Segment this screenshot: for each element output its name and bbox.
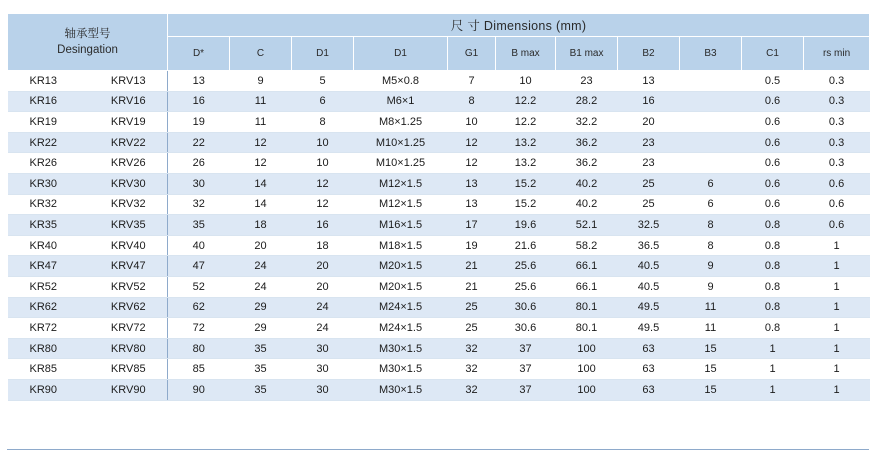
table-cell: 63 [618, 359, 680, 380]
table-cell: 40.2 [556, 173, 618, 194]
bearing-kr-model: KR26 [8, 153, 90, 174]
table-row [8, 153, 870, 174]
table-cell: 63 [618, 338, 680, 359]
table-cell: 15 [680, 338, 742, 359]
table-cell: 8 [292, 112, 354, 133]
table-cell: M30×1.5 [354, 338, 448, 359]
table-cell: 35 [168, 215, 230, 236]
table-cell: M12×1.5 [354, 173, 448, 194]
table-cell: 15.2 [496, 194, 556, 215]
table-cell: 12.2 [496, 91, 556, 112]
table-cell: 20 [292, 276, 354, 297]
table-cell: 11 [680, 318, 742, 339]
table-row [8, 276, 870, 297]
bearing-dimension-table [7, 13, 870, 401]
bearing-krv-model: KRV32 [90, 194, 168, 215]
table-cell: M24×1.5 [354, 297, 448, 318]
table-cell: 0.6 [742, 153, 804, 174]
table-cell: 8 [448, 91, 496, 112]
table-cell: 5 [292, 71, 354, 92]
bearing-kr-model: KR90 [8, 379, 90, 400]
bearing-kr-model: KR47 [8, 256, 90, 277]
table-cell: 0.6 [742, 194, 804, 215]
table-cell: 15 [680, 359, 742, 380]
column-header: B2 [618, 37, 680, 71]
table-cell: 16 [168, 91, 230, 112]
table-cell: 0.8 [742, 318, 804, 339]
table-cell: 6 [292, 91, 354, 112]
table-cell: 29 [230, 297, 292, 318]
table-row [8, 359, 870, 380]
table-cell: 0.5 [742, 71, 804, 92]
table-cell: M20×1.5 [354, 276, 448, 297]
table-cell: 7 [448, 71, 496, 92]
table-cell: 72 [168, 318, 230, 339]
bearing-kr-model: KR13 [8, 71, 90, 92]
bearing-krv-model: KRV47 [90, 256, 168, 277]
table-row [8, 379, 870, 400]
table-cell: M8×1.25 [354, 112, 448, 133]
bearing-krv-model: KRV19 [90, 112, 168, 133]
table-cell: 0.3 [804, 153, 870, 174]
bearing-krv-model: KRV30 [90, 173, 168, 194]
table-row [8, 318, 870, 339]
table-cell: 1 [804, 318, 870, 339]
table-cell: M6×1 [354, 91, 448, 112]
table-cell: 35 [230, 379, 292, 400]
table-cell: M16×1.5 [354, 215, 448, 236]
table-cell: 37 [496, 379, 556, 400]
table-cell: 14 [230, 173, 292, 194]
column-header: B max [496, 37, 556, 71]
designation-header-en: Desingation [57, 44, 118, 56]
bearing-krv-model: KRV22 [90, 132, 168, 153]
bearing-kr-model: KR85 [8, 359, 90, 380]
table-cell: 11 [230, 91, 292, 112]
table-cell: 40.2 [556, 194, 618, 215]
table-cell: 1 [804, 359, 870, 380]
table-cell: 100 [556, 379, 618, 400]
table-cell: 0.8 [742, 256, 804, 277]
table-cell: 23 [618, 132, 680, 153]
bearing-kr-model: KR30 [8, 173, 90, 194]
bearing-krv-model: KRV62 [90, 297, 168, 318]
table-cell: 18 [230, 215, 292, 236]
table-body [8, 71, 870, 401]
table-cell: 9 [680, 256, 742, 277]
bearing-krv-model: KRV35 [90, 215, 168, 236]
table-cell: 0.8 [742, 297, 804, 318]
table-cell: 32.2 [556, 112, 618, 133]
table-cell: 36.2 [556, 132, 618, 153]
table-cell [680, 132, 742, 153]
table-cell: 1 [804, 235, 870, 256]
table-cell: 15.2 [496, 173, 556, 194]
table-cell: M30×1.5 [354, 359, 448, 380]
table-cell: 10 [292, 153, 354, 174]
table-cell: M10×1.25 [354, 153, 448, 174]
table-cell: 25 [618, 173, 680, 194]
table-row [8, 132, 870, 153]
designation-header [8, 14, 168, 71]
table-cell: 0.3 [804, 91, 870, 112]
table-cell: 6 [680, 194, 742, 215]
table-cell: 100 [556, 338, 618, 359]
table-cell: 8 [680, 215, 742, 236]
table-cell: 23 [556, 71, 618, 92]
bearing-krv-model: KRV85 [90, 359, 168, 380]
table-cell: 11 [230, 112, 292, 133]
table-cell: 28.2 [556, 91, 618, 112]
table-cell: 90 [168, 379, 230, 400]
table-bottom-rule [7, 449, 869, 450]
table-cell: 13 [448, 173, 496, 194]
table-cell: 12.2 [496, 112, 556, 133]
table-cell: 66.1 [556, 256, 618, 277]
table-cell: 20 [618, 112, 680, 133]
table-cell: 52.1 [556, 215, 618, 236]
table-cell: 12 [230, 153, 292, 174]
table-cell: 1 [804, 379, 870, 400]
table-cell: 100 [556, 359, 618, 380]
table-cell: 10 [448, 112, 496, 133]
table-cell: 23 [618, 153, 680, 174]
table-cell: 0.6 [742, 173, 804, 194]
table-cell: 19 [448, 235, 496, 256]
table-cell: 6 [680, 173, 742, 194]
table-cell: 80.1 [556, 318, 618, 339]
bearing-kr-model: KR19 [8, 112, 90, 133]
header-row-top [8, 14, 870, 37]
table-cell: 18 [292, 235, 354, 256]
table-cell: 16 [618, 91, 680, 112]
table-cell: 32 [448, 379, 496, 400]
table-cell [680, 153, 742, 174]
table-cell: 37 [496, 338, 556, 359]
table-cell: 10 [292, 132, 354, 153]
table-cell: 1 [804, 297, 870, 318]
bearing-kr-model: KR52 [8, 276, 90, 297]
table-cell: 17 [448, 215, 496, 236]
table-cell: 40.5 [618, 256, 680, 277]
table-cell: 0.6 [804, 173, 870, 194]
table-row [8, 91, 870, 112]
table-cell: 30 [168, 173, 230, 194]
table-cell: 12 [230, 132, 292, 153]
column-header: B1 max [556, 37, 618, 71]
table-cell: 30.6 [496, 297, 556, 318]
table-cell: 25 [448, 297, 496, 318]
table-cell: 0.8 [742, 276, 804, 297]
table-cell: 20 [230, 235, 292, 256]
table-row [8, 256, 870, 277]
table-cell: 30.6 [496, 318, 556, 339]
table-cell: 13.2 [496, 153, 556, 174]
table-cell: 85 [168, 359, 230, 380]
table-cell: 1 [742, 379, 804, 400]
table-cell: 13.2 [496, 132, 556, 153]
table-cell: 25.6 [496, 256, 556, 277]
bearing-kr-model: KR16 [8, 91, 90, 112]
table-cell: 1 [804, 276, 870, 297]
table-cell: 12 [292, 173, 354, 194]
table-cell: 0.6 [804, 215, 870, 236]
table-cell: 21 [448, 276, 496, 297]
bearing-kr-model: KR40 [8, 235, 90, 256]
table-cell [680, 91, 742, 112]
table-cell: 63 [618, 379, 680, 400]
bearing-krv-model: KRV40 [90, 235, 168, 256]
table-cell: 12 [292, 194, 354, 215]
table-cell: 36.5 [618, 235, 680, 256]
table-cell: 9 [680, 276, 742, 297]
table-cell: 58.2 [556, 235, 618, 256]
table-cell: 13 [168, 71, 230, 92]
table-cell [680, 112, 742, 133]
table-cell: M5×0.8 [354, 71, 448, 92]
table-cell: 1 [804, 338, 870, 359]
bearing-krv-model: KRV90 [90, 379, 168, 400]
column-header: B3 [680, 37, 742, 71]
table-cell: 30 [292, 379, 354, 400]
table-cell: 22 [168, 132, 230, 153]
bearing-krv-model: KRV26 [90, 153, 168, 174]
table-cell: 10 [496, 71, 556, 92]
table-cell: 25 [448, 318, 496, 339]
table-row [8, 173, 870, 194]
table-cell: 21.6 [496, 235, 556, 256]
table-cell: 35 [230, 359, 292, 380]
bearing-kr-model: KR62 [8, 297, 90, 318]
table-cell: 19 [168, 112, 230, 133]
table-cell: 19.6 [496, 215, 556, 236]
table-cell: 0.3 [804, 71, 870, 92]
table-row [8, 297, 870, 318]
bearing-kr-model: KR35 [8, 215, 90, 236]
table-cell: 0.6 [742, 91, 804, 112]
table-cell: 0.6 [804, 194, 870, 215]
table-cell: 40.5 [618, 276, 680, 297]
dimensions-header: 尺 寸 Dimensions (mm) [168, 14, 870, 37]
table-cell: 24 [292, 297, 354, 318]
table-cell: 80 [168, 338, 230, 359]
table-cell: 11 [680, 297, 742, 318]
table-row [8, 194, 870, 215]
table-cell: 14 [230, 194, 292, 215]
table-cell: 12 [448, 132, 496, 153]
table-cell [680, 71, 742, 92]
column-header: G1 [448, 37, 496, 71]
table-cell: 0.3 [804, 132, 870, 153]
table-cell: 66.1 [556, 276, 618, 297]
table-cell: 24 [230, 276, 292, 297]
table-cell: 29 [230, 318, 292, 339]
table-cell: 40 [168, 235, 230, 256]
table-row [8, 215, 870, 236]
bearing-kr-model: KR80 [8, 338, 90, 359]
table-cell: 1 [804, 256, 870, 277]
table-row [8, 71, 870, 92]
table-cell: 35 [230, 338, 292, 359]
dimension-table-container [7, 13, 869, 401]
table-cell: 47 [168, 256, 230, 277]
bearing-kr-model: KR72 [8, 318, 90, 339]
table-cell: 30 [292, 338, 354, 359]
bearing-krv-model: KRV13 [90, 71, 168, 92]
table-cell: M30×1.5 [354, 379, 448, 400]
table-cell: 15 [680, 379, 742, 400]
table-cell: 9 [230, 71, 292, 92]
table-cell: 13 [448, 194, 496, 215]
bearing-kr-model: KR22 [8, 132, 90, 153]
table-row [8, 112, 870, 133]
table-cell: 32 [168, 194, 230, 215]
table-cell: 8 [680, 235, 742, 256]
table-cell: 26 [168, 153, 230, 174]
column-header: D1 [292, 37, 354, 71]
table-cell: M12×1.5 [354, 194, 448, 215]
table-cell: 1 [742, 338, 804, 359]
column-header: C1 [742, 37, 804, 71]
table-cell: 32.5 [618, 215, 680, 236]
table-cell: 30 [292, 359, 354, 380]
column-header: D1 [354, 37, 448, 71]
table-cell: 1 [742, 359, 804, 380]
table-cell: 25.6 [496, 276, 556, 297]
bearing-krv-model: KRV72 [90, 318, 168, 339]
table-cell: 49.5 [618, 318, 680, 339]
table-cell: 80.1 [556, 297, 618, 318]
bearing-kr-model: KR32 [8, 194, 90, 215]
table-cell: M18×1.5 [354, 235, 448, 256]
table-cell: 24 [230, 256, 292, 277]
table-cell: 0.6 [742, 132, 804, 153]
table-cell: 52 [168, 276, 230, 297]
table-cell: 24 [292, 318, 354, 339]
table-cell: 49.5 [618, 297, 680, 318]
table-cell: 0.8 [742, 215, 804, 236]
column-header: D* [168, 37, 230, 71]
bearing-krv-model: KRV16 [90, 91, 168, 112]
table-row [8, 235, 870, 256]
table-cell: M20×1.5 [354, 256, 448, 277]
table-row [8, 338, 870, 359]
table-cell: 21 [448, 256, 496, 277]
table-cell: 20 [292, 256, 354, 277]
designation-header-cn: 轴承型号 [64, 28, 111, 40]
table-cell: M24×1.5 [354, 318, 448, 339]
table-cell: 0.3 [804, 112, 870, 133]
table-cell: 25 [618, 194, 680, 215]
table-cell: 13 [618, 71, 680, 92]
table-cell: 32 [448, 338, 496, 359]
bearing-krv-model: KRV52 [90, 276, 168, 297]
column-header: C [230, 37, 292, 71]
table-cell: 37 [496, 359, 556, 380]
table-cell: 0.6 [742, 112, 804, 133]
table-cell: 0.8 [742, 235, 804, 256]
table-cell: M10×1.25 [354, 132, 448, 153]
table-cell: 36.2 [556, 153, 618, 174]
table-cell: 12 [448, 153, 496, 174]
column-header: rs min [804, 37, 870, 71]
table-cell: 62 [168, 297, 230, 318]
table-cell: 16 [292, 215, 354, 236]
bearing-krv-model: KRV80 [90, 338, 168, 359]
table-cell: 32 [448, 359, 496, 380]
